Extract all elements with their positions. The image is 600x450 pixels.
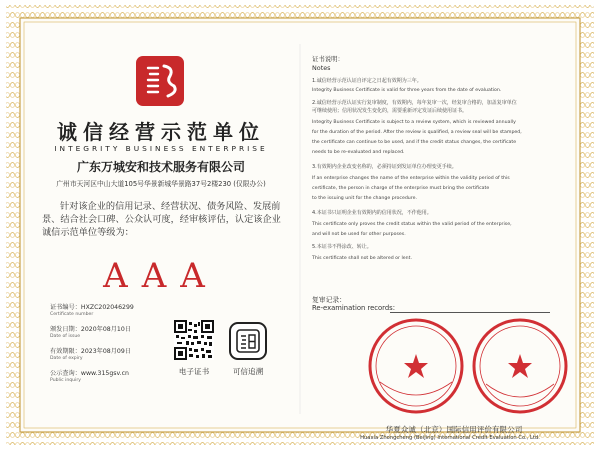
certificate-number-value: 证书编号：HXZC202046299 xyxy=(50,304,134,311)
trusted-trace-label: 可信追溯 xyxy=(232,367,264,376)
certificate-title-en: INTEGRITY BUSINESS ENTERPRISE xyxy=(54,144,268,153)
public-inquiry xyxy=(50,368,170,383)
evaluation-description: 针对该企业的信用记录、经营状况、债务风险、发展前景、结合社会口碑、公众认可度，经审核评估，认定该企业诚信示范单位等级为： xyxy=(42,201,281,238)
note-line: 4.本证书只证明企业有效期内的信用状况，不作他用。 xyxy=(312,210,432,216)
note-line: and will not be used for other purposes. xyxy=(312,232,406,237)
issuer-name: 华夏众诚（北京）国际信用评价有限公司 xyxy=(385,425,523,434)
note-line: Integrity Business Certificate is subject to a review system, which is reviewed annually xyxy=(312,120,516,125)
note-line: This certificate only proves the credit status within the valid period of the enterprise, xyxy=(312,222,512,227)
note-line: certificate, the person in charge of the enterprise must bring the certificate xyxy=(312,186,490,191)
recheck-signature-line xyxy=(390,312,550,313)
note-line: needs to be re-evaluated and replaced. xyxy=(312,150,405,155)
company-seal-icon xyxy=(470,316,570,416)
public-service-seal-icon xyxy=(366,316,466,416)
note-line: to the issuing unit for the change procedure. xyxy=(312,196,417,201)
certificate-title: 诚信经营示范单位 xyxy=(57,120,265,144)
note-line: the certificate can continue to be used, and if the credit status changes, the certificate xyxy=(312,140,517,145)
company-address: 广州市天河区中山大道105号华景新城华景路37号2楼230 (仅限办公) xyxy=(56,180,266,188)
xin-logo-icon xyxy=(134,54,186,108)
issue-date-value: 颁发日期：2020年08月10日 xyxy=(50,326,131,333)
expiry-date-en: Date of expiry xyxy=(50,356,83,361)
e-certificate-label: 电子证书 xyxy=(178,367,210,376)
public-inquiry-value: 公示查询：www.315gsv.cn xyxy=(50,370,129,377)
note-line: If an enterprise changes the name of the enterprise within the validity period of this xyxy=(312,176,510,181)
recheck-label: 复审记录： xyxy=(312,296,346,304)
note-line: 5.本证书不得涂改、转让。 xyxy=(312,244,372,250)
note-line: This certificate shall not be altered or lent. xyxy=(312,256,412,261)
note-line: 1.诚信经营示范认证自评定之日起有效期为三年。 xyxy=(312,78,422,84)
certificate-front xyxy=(36,44,286,414)
note-line: 2.诚信经营示范认证实行复审制度，有效期内，每年复审一次，经复审合格的，加盖复审单位 xyxy=(312,100,517,106)
credit-grade: AAA xyxy=(103,256,219,296)
expiry-date xyxy=(50,346,170,361)
issue-date-en: Date of issue xyxy=(50,334,81,339)
note-line: 可继续使用；信用状况发生变化的，需要重新评定发证后续使用证书。 xyxy=(312,108,468,114)
note-line: for the duration of the period. After the review is qualified, a review seal will be stamped, xyxy=(312,130,522,135)
notes-header: 证书说明： xyxy=(312,55,344,63)
note-line: Integrity Business Certificate is valid for three years from the date of evaluation. xyxy=(312,88,502,93)
certificate-number-en: Certificate number xyxy=(50,312,94,317)
trace-badge-icon[interactable] xyxy=(229,322,267,360)
note-line: 3.有效期内企业改变名称的，必须持证到发证单位办理变更手续。 xyxy=(312,164,457,170)
public-inquiry-en: Public inquiry xyxy=(50,378,81,383)
certificate-notes xyxy=(312,44,570,441)
company-name: 广东万城安和技术服务有限公司 xyxy=(76,160,245,174)
qr-code-icon[interactable] xyxy=(174,320,214,360)
notes-title: Notes xyxy=(312,64,331,72)
issue-date xyxy=(50,324,170,339)
issuer-name-en: Huaxia Zhongcheng (Beijing) International Credit Evaluation Co., Ltd. xyxy=(360,435,540,441)
certificate-number xyxy=(50,302,170,317)
recheck-label-en: Re-examination records: xyxy=(312,304,396,312)
expiry-date-value: 有效期限：2023年08月09日 xyxy=(50,348,131,355)
